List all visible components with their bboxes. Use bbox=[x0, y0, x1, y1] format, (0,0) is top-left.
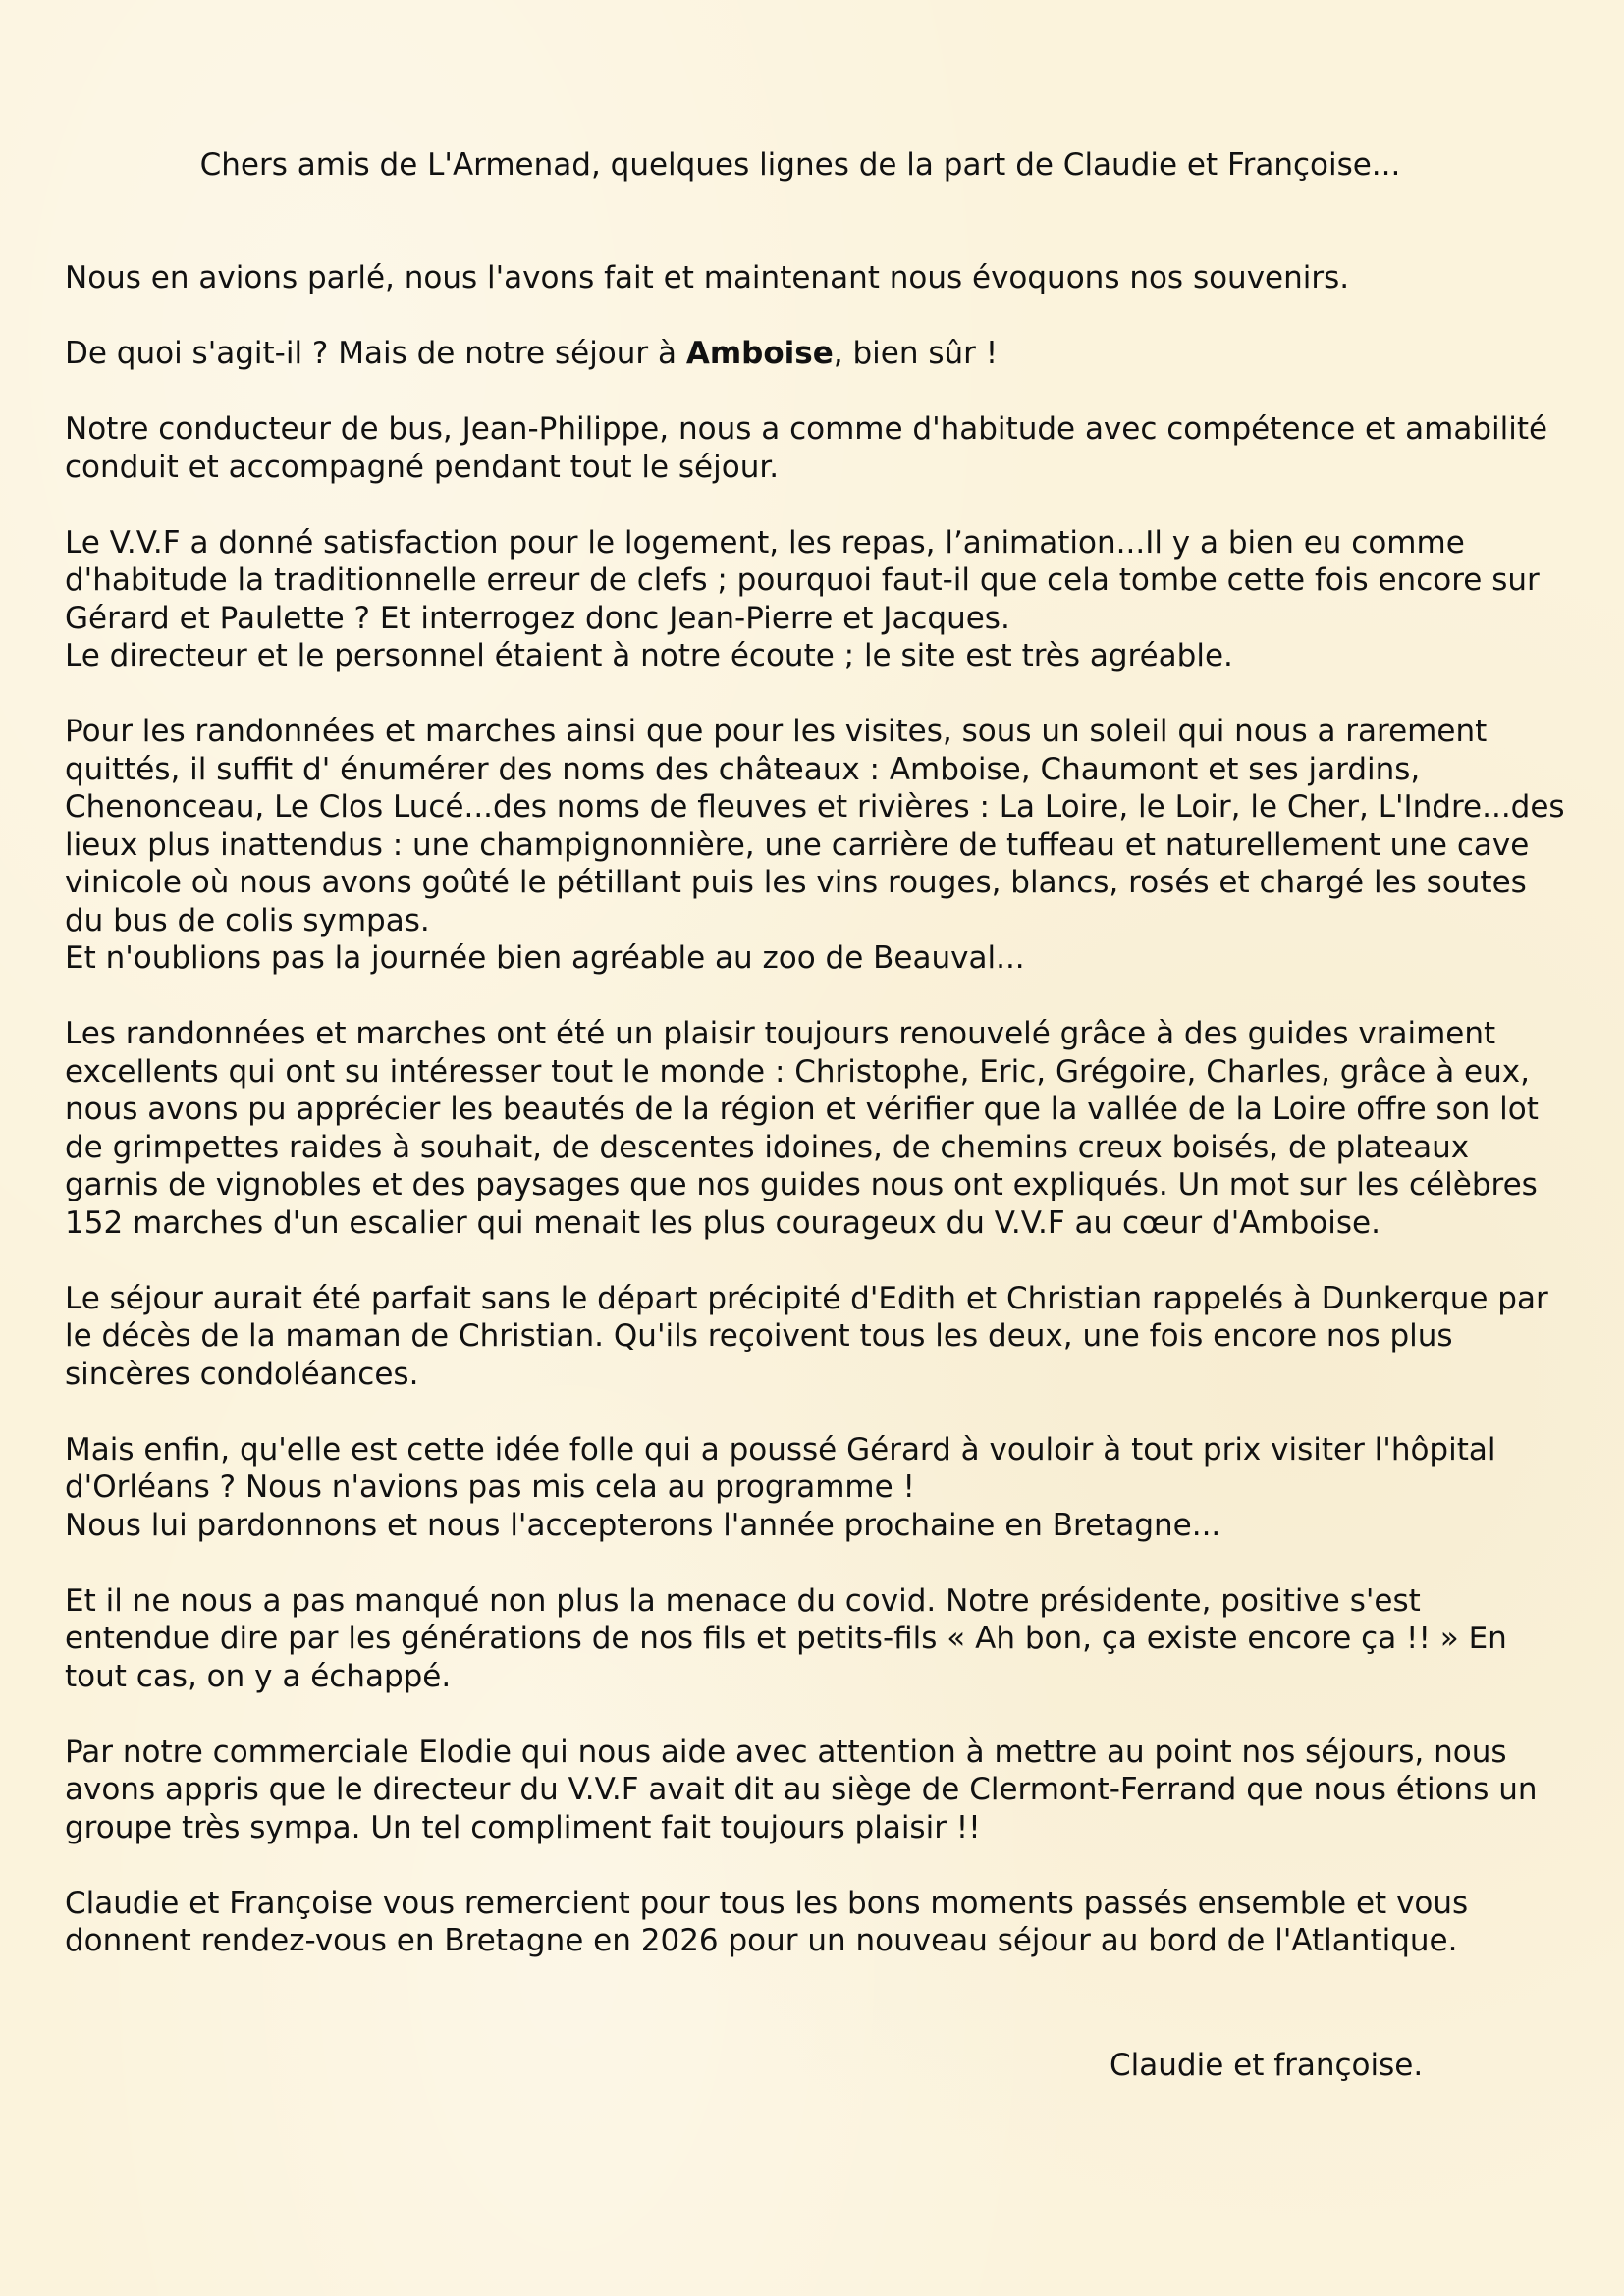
paragraph-compliment: Par notre commerciale Elodie qui nous aide avec attention à mettre au point nos séjours, nous avons appris que le directeur du V.V.F avait dit au siège de Clermont-Ferrand que nous étions un groupe très sympa. Un tel compliment fait toujours plaisir !! bbox=[65, 1734, 1538, 1845]
paragraph-vvf-staff: Le directeur et le personnel étaient à notre écoute ; le site est très agréable. bbox=[65, 638, 1233, 673]
paragraph-covid: Et il ne nous a pas manqué non plus la menace du covid. Notre présidente, positive s'est entendue dire par les générations de nos fils et petits-fils « Ah bon, ça existe encore ça !! » En tout cas, on y a échappé. bbox=[65, 1582, 1507, 1694]
paragraph-vvf bbox=[65, 524, 1567, 675]
destination-name: Amboise bbox=[685, 336, 834, 371]
paragraph-bus-driver: Notre conducteur de bus, Jean-Philippe, nous a comme d'habitude avec compétence et amabilité conduit et accompagné pendant tout le séjour. bbox=[65, 411, 1548, 485]
paragraph-thanks: Claudie et Françoise vous remercient pour tous les bons moments passés ensemble et vous donnent rendez-vous en Bretagne en 2026 pour un nouveau séjour au bord de l'Atlantique. bbox=[65, 1885, 1469, 1958]
paragraph-hospital bbox=[65, 1431, 1567, 1545]
paragraph-destination bbox=[65, 335, 1567, 373]
letter-body bbox=[65, 259, 1567, 1998]
paragraph-visits-zoo: Et n'oublions pas la journée bien agréable au zoo de Beauval... bbox=[65, 940, 1025, 976]
paragraph-vvf-lodging: Le V.V.F a donné satisfaction pour le logement, les repas, l’animation...Il y a bien eu comme d'habitude la traditionnelle erreur de clefs ; pourquoi faut-il que cela tombe cette fois encore sur Gérard et Paulette ? Et interrogez donc Jean-Pierre et Jacques. bbox=[65, 524, 1540, 636]
paragraph-hikes: Les randonnées et marches ont été un plaisir toujours renouvelé grâce à des guides vraiment excellents qui ont su intéresser tout le monde : Christophe, Eric, Grégoire, Charles, grâce à eux, nous avons pu apprécier les beautés de la région et vérifier que la vallée de la Loire offre son lot de grimpettes raides à souhait, de descentes idoines, de chemins creux boisés, de plateaux garnis de vignobles et des paysages que nos guides nous ont expliqués. Un mot sur les célèbres 152 marches d'un escalier qui menait les plus courageux du V.V.F au cœur d'Amboise. bbox=[65, 1016, 1539, 1241]
paragraph-intro: Nous en avions parlé, nous l'avons fait et maintenant nous évoquons nos souvenirs. bbox=[65, 260, 1350, 295]
paragraph-hospital-question: Mais enfin, qu'elle est cette idée folle qui a poussé Gérard à vouloir à tout prix visiter l'hôpital d'Orléans ? Nous n'avions pas mis cela au programme ! bbox=[65, 1431, 1496, 1505]
paragraph-condolences: Le séjour aurait été parfait sans le départ précipité d'Edith et Christian rappelés à Dunkerque par le décès de la maman de Christian. Qu'ils reçoivent tous les deux, une fois encore nos plus sincères condoléances. bbox=[65, 1280, 1548, 1392]
destination-text-before: De quoi s'agit-il ? Mais de notre séjour à bbox=[65, 336, 686, 371]
destination-text-after: , bien sûr ! bbox=[833, 336, 999, 371]
paragraph-visits-castles: Pour les randonnées et marches ainsi que pour les visites, sous un soleil qui nous a rarement quittés, il suffit d' énumérer des noms des châteaux : Amboise, Chaumont et ses jardins, Chenonceau, Le Clos Lucé...des noms de fleuves et rivières : La Loire, le Loir, le Cher, L'Indre...des lieux plus inattendus : une champignonnière, une carrière de tuffeau et naturellement une cave vinicole où nous avons goûté le pétillant puis les vins rouges, blancs, rosés et chargé les soutes du bus de colis sympas. bbox=[65, 714, 1565, 938]
letter-signature: Claudie et françoise. bbox=[1110, 2048, 1424, 2083]
paragraph-hospital-pardon: Nous lui pardonnons et nous l'accepterons l'année prochaine en Bretagne... bbox=[65, 1507, 1221, 1543]
letter-heading: Chers amis de L'Armenad, quelques lignes de la part de Claudie et Françoise... bbox=[199, 147, 1401, 183]
paragraph-visits bbox=[65, 713, 1567, 978]
